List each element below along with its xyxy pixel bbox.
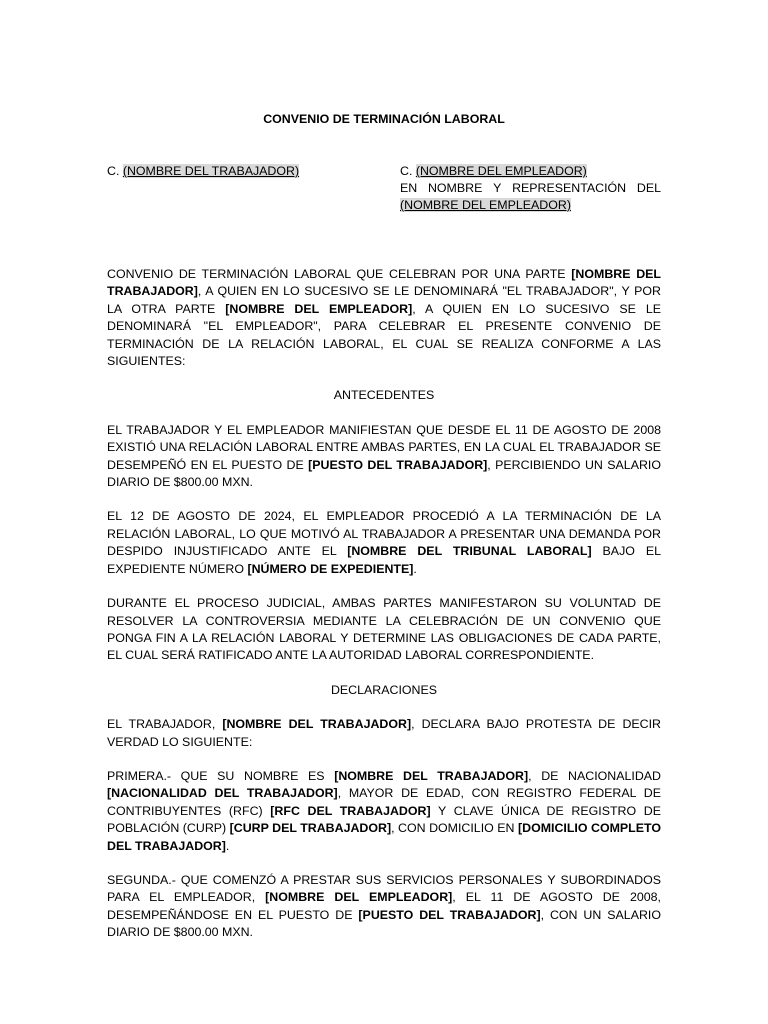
placeholder-file-number: [NÚMERO DE EXPEDIENTE] — [247, 561, 414, 576]
document-body — [107, 266, 661, 959]
antecedentes-paragraph-3: DURANTE EL PROCESO JUDICIAL, AMBAS PARTES MANIFESTARON SU VOLUNTAD DE RESOLVER LA CONTROVERSIA MEDIANTE LA CELEBRACIÓN DE UN CONVENIO QUE PONGA FIN A LA RELACIÓN LABORAL Y DETERMINE LAS OBLIGACIONES DE CADA PARTE, EL CUAL SERÁ RATIFICADO ANTE LA AUTORIDAD LABORAL CORRESPONDIENTE. — [107, 596, 661, 663]
declaraciones-paragraph-1 — [107, 716, 661, 751]
party-employer-representation — [400, 180, 661, 197]
party-employer-rep-name: (NOMBRE DEL EMPLEADOR) — [400, 198, 571, 212]
placeholder-position: [PUESTO DEL TRABAJADOR] — [358, 907, 541, 922]
paragraph-text: , DECLARA BAJO PROTESTA DE DECIR VERDAD LO SIGUIENTE: — [107, 717, 661, 749]
rep-word: DEL — [636, 181, 661, 195]
placeholder-curp: [CURP DEL TRABAJADOR] — [229, 821, 392, 836]
placeholder-position: [PUESTO DEL TRABAJADOR] — [308, 457, 488, 472]
placeholder-address: [DOMICILIO COMPLETO DEL TRABAJADOR] — [107, 821, 662, 853]
paragraph-text: PRIMERA.- QUE SU NOMBRE ES — [107, 768, 335, 783]
party-employer-name: (NOMBRE DEL EMPLEADOR) — [415, 164, 587, 178]
party-employer-line — [400, 163, 661, 180]
intro-paragraph — [107, 266, 661, 370]
paragraph-text: SEGUNDA.- QUE COMENZÓ A PRESTAR SUS SERVICIOS PERSONALES Y SUBORDINADOS PARA EL EMPLEADOR, — [107, 872, 661, 905]
intro-text: CONVENIO DE TERMINACIÓN LABORAL QUE CELEBRAN POR UNA PARTE — [107, 267, 572, 281]
placeholder-worker-name: [NOMBRE DEL TRABAJADOR] — [222, 717, 412, 732]
rep-word: NOMBRE — [427, 181, 483, 195]
paragraph-text: EL 12 DE AGOSTO DE 2024, EL EMPLEADOR PROCEDIÓ A LA TERMINACIÓN DE LA RELACIÓN LABORAL, LO QUE MOTIVÓ AL TRABAJADOR A PRESENTAR UNA DEMANDA POR DESPIDO INJUSTIFICADO ANTE EL — [107, 509, 661, 559]
paragraph-text: . — [413, 561, 417, 576]
paragraph-text: , MAYOR DE EDAD, CON REGISTRO FEDERAL DE CONTRIBUYENTES (RFC) — [107, 786, 661, 818]
paragraph-text: , DE NACIONALIDAD — [528, 768, 661, 783]
party-employer — [400, 163, 661, 214]
placeholder-worker-name: [NOMBRE DEL TRABAJADOR] — [334, 768, 529, 783]
paragraph-text: EL TRABAJADOR, — [107, 717, 223, 732]
document-title: CONVENIO DE TERMINACIÓN LABORAL — [263, 112, 505, 126]
antecedentes-paragraph-1 — [107, 422, 661, 492]
rep-word: EN — [400, 181, 418, 195]
paragraph-text: , CON DOMICILIO EN — [391, 821, 518, 836]
intro-text: , A QUIEN EN LO SUCESIVO SE LE DENOMINARÁ "EL TRABAJADOR", Y POR LA OTRA PARTE — [107, 284, 661, 316]
party-worker — [107, 163, 377, 180]
placeholder-tribunal: [NOMBRE DEL TRIBUNAL LABORAL] — [347, 544, 592, 559]
paragraph-text: , EL 11 DE AGOSTO DE 2008, DESEMPEÑÁNDOSE EN EL PUESTO DE — [107, 890, 661, 922]
declaracion-primera — [107, 768, 661, 855]
antecedentes-paragraph-2 — [107, 508, 661, 578]
placeholder-nationality: [NACIONALIDAD DEL TRABAJADOR] — [107, 786, 338, 801]
declaracion-segunda — [107, 872, 661, 942]
placeholder-rfc: [RFC DEL TRABAJADOR] — [270, 803, 431, 818]
party-employer-prefix: C. — [400, 164, 416, 178]
paragraph-text: Y CLAVE ÚNICA DE REGISTRO DE POBLACIÓN (CURP) — [107, 803, 661, 836]
placeholder-employer-name: [NOMBRE DEL EMPLEADOR] — [225, 301, 413, 316]
placeholder-employer-name: [NOMBRE DEL EMPLEADOR] — [265, 890, 453, 905]
placeholder-worker-name: [NOMBRE DEL TRABAJADOR] — [107, 267, 661, 299]
party-worker-prefix: C. — [107, 164, 123, 178]
paragraph-text: . — [225, 838, 230, 853]
heading-declaraciones: DECLARACIONES — [330, 682, 438, 697]
party-worker-name: (NOMBRE DEL TRABAJADOR) — [122, 164, 300, 178]
rep-word: Y — [493, 181, 502, 195]
paragraph-text: , CON UN SALARIO DIARIO DE $800.00 MXN. — [107, 907, 661, 940]
paragraph-text: BAJO EL EXPEDIENTE NÚMERO — [107, 544, 661, 576]
paragraph-text: EL TRABAJADOR Y EL EMPLEADOR MANIFIESTAN QUE DESDE EL 11 DE AGOSTO DE 2008 EXISTIÓ UNA RELACIÓN LABORAL ENTRE AMBAS PARTES, EN LA CUAL EL TRABAJADOR SE DESEMPEÑÓ EN EL PUESTO DE — [107, 422, 661, 472]
rep-word: REPRESENTACIÓN — [512, 181, 627, 195]
paragraph-text: , PERCIBIENDO UN SALARIO DIARIO DE $800.00 MXN. — [107, 457, 661, 490]
intro-text: , A QUIEN EN LO SUCESIVO SE LE DENOMINARÁ "EL EMPLEADOR", PARA CELEBRAR EL PRESENTE CONVENIO DE TERMINACIÓN DE LA RELACIÓN LABORAL, EL CUAL SE REALIZA CONFORME A LAS SIGUIENTES: — [107, 301, 661, 369]
party-employer-rep-line — [400, 197, 661, 214]
heading-antecedentes: ANTECEDENTES — [333, 388, 435, 403]
